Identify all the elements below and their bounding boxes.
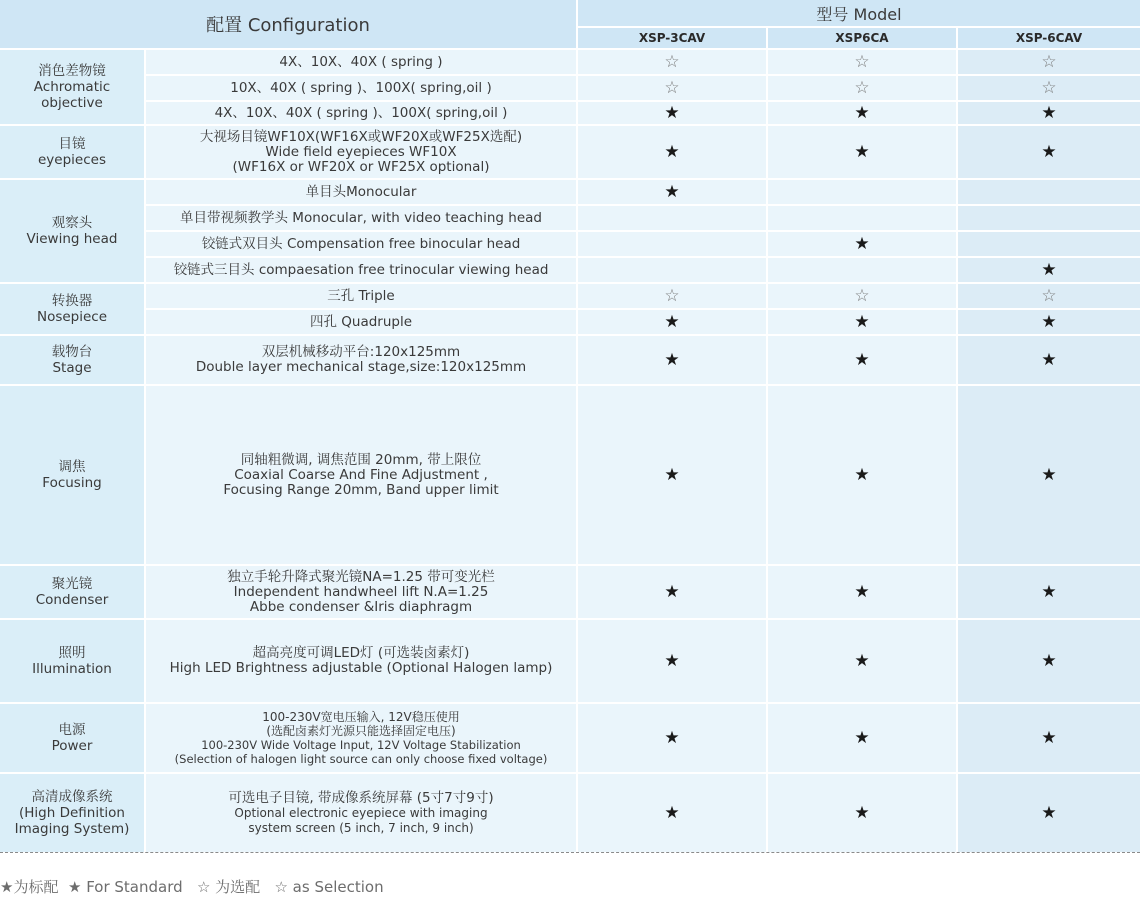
availability-cell [768,620,956,702]
standard-star-icon: ★ [1041,465,1057,485]
configuration-header: 配置 Configuration [0,0,576,48]
standard-star-icon: ★ [854,651,870,671]
description-line: Wide field eyepieces WF10X [265,143,457,160]
standard-star-icon: ★ [1041,103,1057,123]
optional-star-icon: ☆ [664,286,680,306]
availability-cell [578,180,766,204]
description-line: 可选电子目镜, 带成像系统屏幕 (5寸7寸9寸) [228,789,494,806]
description-line: Optional electronic eyepiece with imaging [234,805,488,820]
standard-star-icon: ★ [664,350,680,370]
availability-cell [768,336,956,384]
standard-star-icon: ★ [854,728,870,748]
availability-cell [768,206,956,230]
description-line: 单目头Monocular [305,183,417,200]
availability-cell [768,180,956,204]
availability-cell [958,258,1140,282]
description-line: 同轴粗微调, 调焦范围 20mm, 带上限位 [240,451,482,468]
availability-cell [578,310,766,334]
category-label: Stage [52,360,92,376]
dashed-divider [0,852,1140,853]
availability-cell [958,774,1140,852]
standard-star-icon: ★ [854,234,870,254]
optional-star-icon: ☆ [1041,52,1057,72]
category-label: 高清成像系统 [31,789,113,805]
description-line: High LED Brightness adjustable (Optional Halogen lamp) [169,660,553,676]
availability-cell [578,76,766,100]
category-label: 转换器 [51,293,93,309]
feature-description [146,102,576,124]
availability-cell [768,258,956,282]
availability-cell [578,258,766,282]
category-label: Nosepiece [36,309,108,325]
feature-description [146,310,576,334]
description-line: Focusing Range 20mm, Band upper limit [223,481,499,498]
feature-description [146,284,576,308]
standard-star-icon: ★ [664,312,680,332]
availability-cell [958,386,1140,564]
category-label: 聚光镜 [51,576,93,592]
optional-star-icon: ☆ [1041,78,1057,98]
category-label: Imaging System) [14,821,130,837]
description-line: (WF16X or WF20X or WF25X optional) [232,158,490,175]
standard-star-icon: ★ [664,182,680,202]
availability-cell [768,774,956,852]
category-label: Viewing head [26,231,118,247]
category-label: Condenser [35,592,109,608]
availability-cell [578,232,766,256]
model-xsp-3cav-header: XSP-3CAV [578,28,766,48]
standard-star-icon: ★ [854,142,870,162]
description-line: Abbe condenser &Iris diaphragm [249,598,473,615]
category-label: 调焦 [58,459,86,475]
optional-star-icon: ☆ [854,286,870,306]
standard-star-icon: ★ [664,103,680,123]
feature-description [146,336,576,384]
feature-description [146,566,576,618]
availability-cell [578,336,766,384]
category-label: Achromatic [33,79,111,95]
availability-cell [768,102,956,124]
availability-cell [958,620,1140,702]
category-cell [0,336,144,384]
optional-star-icon: ☆ [664,78,680,98]
description-line: (Selection of halogen light source can only choose fixed voltage) [174,752,548,766]
category-label: Focusing [42,475,102,491]
availability-cell [768,386,956,564]
category-cell [0,774,144,852]
category-cell [0,180,144,282]
feature-description [146,704,576,772]
legend: ★为标配 ★ For Standard ☆ 为选配 ☆ as Selection [0,878,384,896]
table-header [0,0,1140,48]
description-line: 100-230V宽电压输入, 12V稳压使用 [262,710,460,724]
standard-star-icon: ★ [854,350,870,370]
availability-cell [578,206,766,230]
availability-cell [578,566,766,618]
feature-description [146,126,576,178]
availability-cell [578,284,766,308]
category-label: Power [51,738,93,754]
description-line: 双层机械移动平台:120x125mm [261,344,461,360]
category-cell [0,704,144,772]
feature-description [146,620,576,702]
description-line: 单目带视频教学头 Monocular, with video teaching head [180,209,542,226]
availability-cell [958,232,1140,256]
availability-cell [768,232,956,256]
optional-star-icon: ☆ [854,78,870,98]
feature-description [146,774,576,852]
availability-cell [958,566,1140,618]
standard-star-icon: ★ [664,728,680,748]
category-label: eyepieces [38,152,106,168]
standard-star-icon: ★ [1041,651,1057,671]
description-line: 10X、40X ( spring )、100X( spring,oil ) [230,79,492,96]
description-line: Independent handwheel lift N.A=1.25 [233,583,489,600]
availability-cell [958,126,1140,178]
availability-cell [768,310,956,334]
standard-star-icon: ★ [1041,803,1057,823]
availability-cell [578,774,766,852]
availability-cell [578,704,766,772]
standard-star-icon: ★ [664,651,680,671]
model-xsp-6cav-header: XSP-6CAV [958,28,1140,48]
standard-star-icon: ★ [664,465,680,485]
category-label: 观察头 [51,215,93,231]
category-cell [0,566,144,618]
feature-description [146,386,576,564]
standard-star-icon: ★ [664,142,680,162]
standard-star-icon: ★ [1041,312,1057,332]
availability-cell [578,386,766,564]
category-cell [0,386,144,564]
standard-star-icon: ★ [854,312,870,332]
availability-cell [768,50,956,74]
description-line: 100-230V Wide Voltage Input, 12V Voltage Stabilization [201,738,521,752]
standard-star-icon: ★ [1041,350,1057,370]
availability-cell [768,126,956,178]
availability-cell [768,76,956,100]
category-label: 消色差物镜 [38,63,106,79]
standard-star-icon: ★ [1041,142,1057,162]
category-label: (High Definition [19,805,125,821]
description-line: 三孔 Triple [327,287,395,304]
standard-star-icon: ★ [664,582,680,602]
availability-cell [958,310,1140,334]
standard-star-icon: ★ [854,803,870,823]
standard-star-icon: ★ [1041,582,1057,602]
standard-star-icon: ★ [854,465,870,485]
description-line: (选配卤素灯光源只能选择固定电压) [266,724,456,738]
description-line: Double layer mechanical stage,size:120x125mm [195,359,527,375]
description-line: 四孔 Quadruple [309,313,413,330]
description-line: 超高亮度可调LED灯 (可选装卤素灯) [252,645,470,661]
standard-star-icon: ★ [664,803,680,823]
model-xsp6ca-header: XSP6CA [768,28,956,48]
optional-star-icon: ☆ [1041,286,1057,306]
category-label: 照明 [58,645,86,661]
category-label: Illumination [32,661,112,677]
feature-description [146,76,576,100]
availability-cell [578,620,766,702]
availability-cell [958,284,1140,308]
description-line: 独立手轮升降式聚光镜NA=1.25 带可变光栏 [227,568,495,585]
availability-cell [958,180,1140,204]
optional-star-icon: ☆ [664,52,680,72]
category-cell [0,50,144,124]
category-label: 电源 [58,722,86,738]
description-line: 4X、10X、40X ( spring )、100X( spring,oil ) [214,104,508,121]
description-line: 大视场目镜WF10X(WF16X或WF20X或WF25X选配) [199,128,523,145]
category-label: objective [41,95,103,111]
category-cell [0,284,144,334]
feature-description [146,258,576,282]
optional-star-icon: ☆ [854,52,870,72]
availability-cell [768,566,956,618]
availability-cell [958,336,1140,384]
description-line: system screen (5 inch, 7 inch, 9 inch) [248,820,474,835]
standard-star-icon: ★ [854,582,870,602]
model-header: 型号 Model [578,0,1140,26]
availability-cell [768,704,956,772]
availability-cell [958,206,1140,230]
description-line: 4X、10X、40X ( spring ) [279,53,443,70]
availability-cell [578,102,766,124]
category-label: 目镜 [58,136,86,152]
standard-star-icon: ★ [1041,728,1057,748]
availability-cell [578,126,766,178]
availability-cell [958,102,1140,124]
availability-cell [958,50,1140,74]
availability-cell [958,76,1140,100]
availability-cell [958,704,1140,772]
category-label: 载物台 [51,344,93,360]
feature-description [146,50,576,74]
feature-description [146,206,576,230]
standard-star-icon: ★ [1041,260,1057,280]
availability-cell [578,50,766,74]
feature-description [146,180,576,204]
feature-description [146,232,576,256]
description-line: Coaxial Coarse And Fine Adjustment , [234,466,488,483]
category-cell [0,620,144,702]
category-cell [0,126,144,178]
availability-cell [768,284,956,308]
standard-star-icon: ★ [854,103,870,123]
description-line: 铰链式三目头 compaesation free trinocular viewing head [173,261,549,278]
description-line: 铰链式双目头 Compensation free binocular head [201,235,521,252]
